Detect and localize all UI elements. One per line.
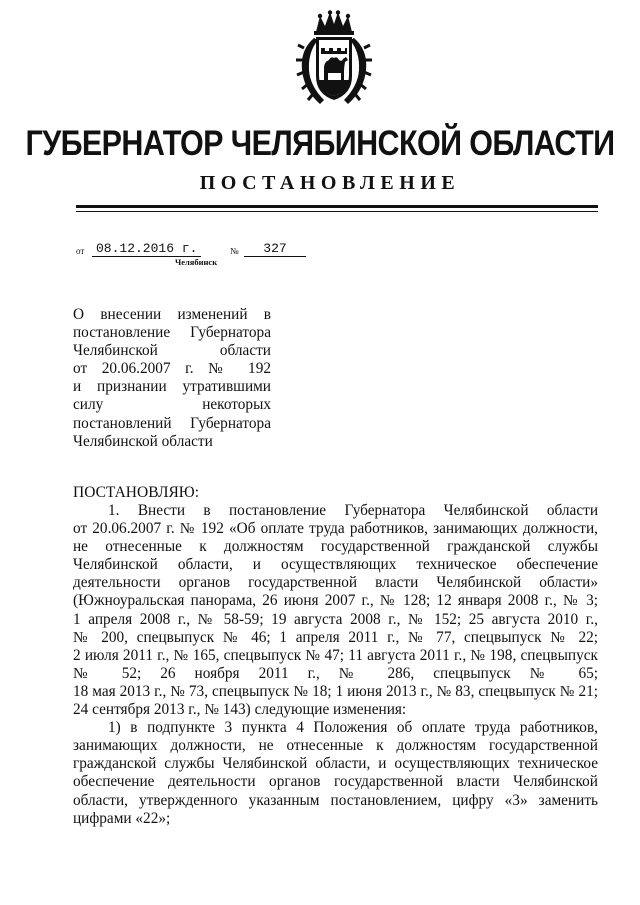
body-line: занимающих должности, не отнесенные к должностям государственной — [73, 737, 598, 755]
body-line: не отнесенные к должностям государственной гражданской службы — [73, 538, 598, 556]
document-date: 08.12.2016 г. — [92, 241, 201, 257]
body-line: 24 сентября 2013 г., № 143) следующие изменения: — [73, 701, 407, 719]
body-line: области, утвержденного указанным постановлением, цифру «3» заменить — [73, 791, 598, 809]
subject-line: силу некоторых — [73, 396, 271, 414]
issuer-title: ГУБЕРНАТОР ЧЕЛЯБИНСКОЙ ОБЛАСТИ — [25, 124, 615, 164]
body-line: цифрами «22»; — [73, 809, 171, 827]
body-line: 1. Внести в постановление Губернатора Челябинской области — [108, 502, 598, 519]
subject-line: постановлений Губернатора — [73, 414, 271, 432]
header-rule-thick — [76, 205, 598, 208]
body-line: 18 мая 2013 г., № 73, спецвыпуск № 18; 1 июня 2013 г., № 83, спецвыпуск № 21; — [73, 682, 598, 700]
coat-of-arms-icon — [294, 10, 374, 110]
body-line: деятельности органов государственной власти Челябинской области» — [73, 574, 598, 592]
subject-line: постановление Губернатора — [73, 324, 271, 342]
document-number: 327 — [244, 241, 306, 257]
body-line: 2 июля 2011 г., № 165, спецвыпуск № 47; 11 августа 2011 г., № 198, спецвыпуск — [73, 646, 598, 664]
number-label: № — [230, 246, 239, 256]
subject-line: от 20.06.2007 г. № 192 — [73, 360, 271, 378]
body-line: № 200, спецвыпуск № 46; 1 апреля 2011 г., № 77, спецвыпуск № 22; — [73, 628, 598, 646]
body-line: Челябинской области, и осуществляющих техническое обеспечение — [73, 556, 598, 574]
body-line: 1) в подпункте 3 пункта 4 Положения об оплате труда работников, — [108, 719, 598, 737]
city-label: Челябинск — [175, 257, 218, 267]
body-line: от 20.06.2007 г. № 192 «Об оплате труда работников, занимающих должности, — [73, 520, 598, 538]
document-subject — [73, 306, 271, 451]
body-line: 1 апреля 2008 г., № 58-59; 19 августа 2008 г., № 152; 25 августа 2010 г., — [73, 610, 598, 628]
date-label: от — [76, 246, 85, 256]
subject-line: Челябинской области — [73, 342, 271, 360]
document-body — [73, 502, 598, 828]
body-line: (Южноуральская панорама, 26 июня 2007 г., № 128; 12 января 2008 г., № 3; — [73, 592, 598, 610]
subject-line: и признании утратившими — [73, 378, 271, 396]
header-rule-thin — [76, 211, 598, 212]
resolve-heading: ПОСТАНОВЛЯЮ: — [73, 484, 200, 501]
subject-line: Челябинской области — [73, 432, 213, 450]
document-type: ПОСТАНОВЛЕНИЕ — [199, 172, 461, 194]
body-line: № 52; 26 ноября 2011 г., № 286, спецвыпуск № 65; — [73, 664, 598, 682]
body-line: гражданской службы Челябинской области, и осуществляющих техническое — [73, 755, 598, 773]
subject-line: О внесении изменений в — [73, 306, 271, 323]
body-line: обеспечение деятельности органов государственной власти Челябинской — [73, 773, 598, 791]
